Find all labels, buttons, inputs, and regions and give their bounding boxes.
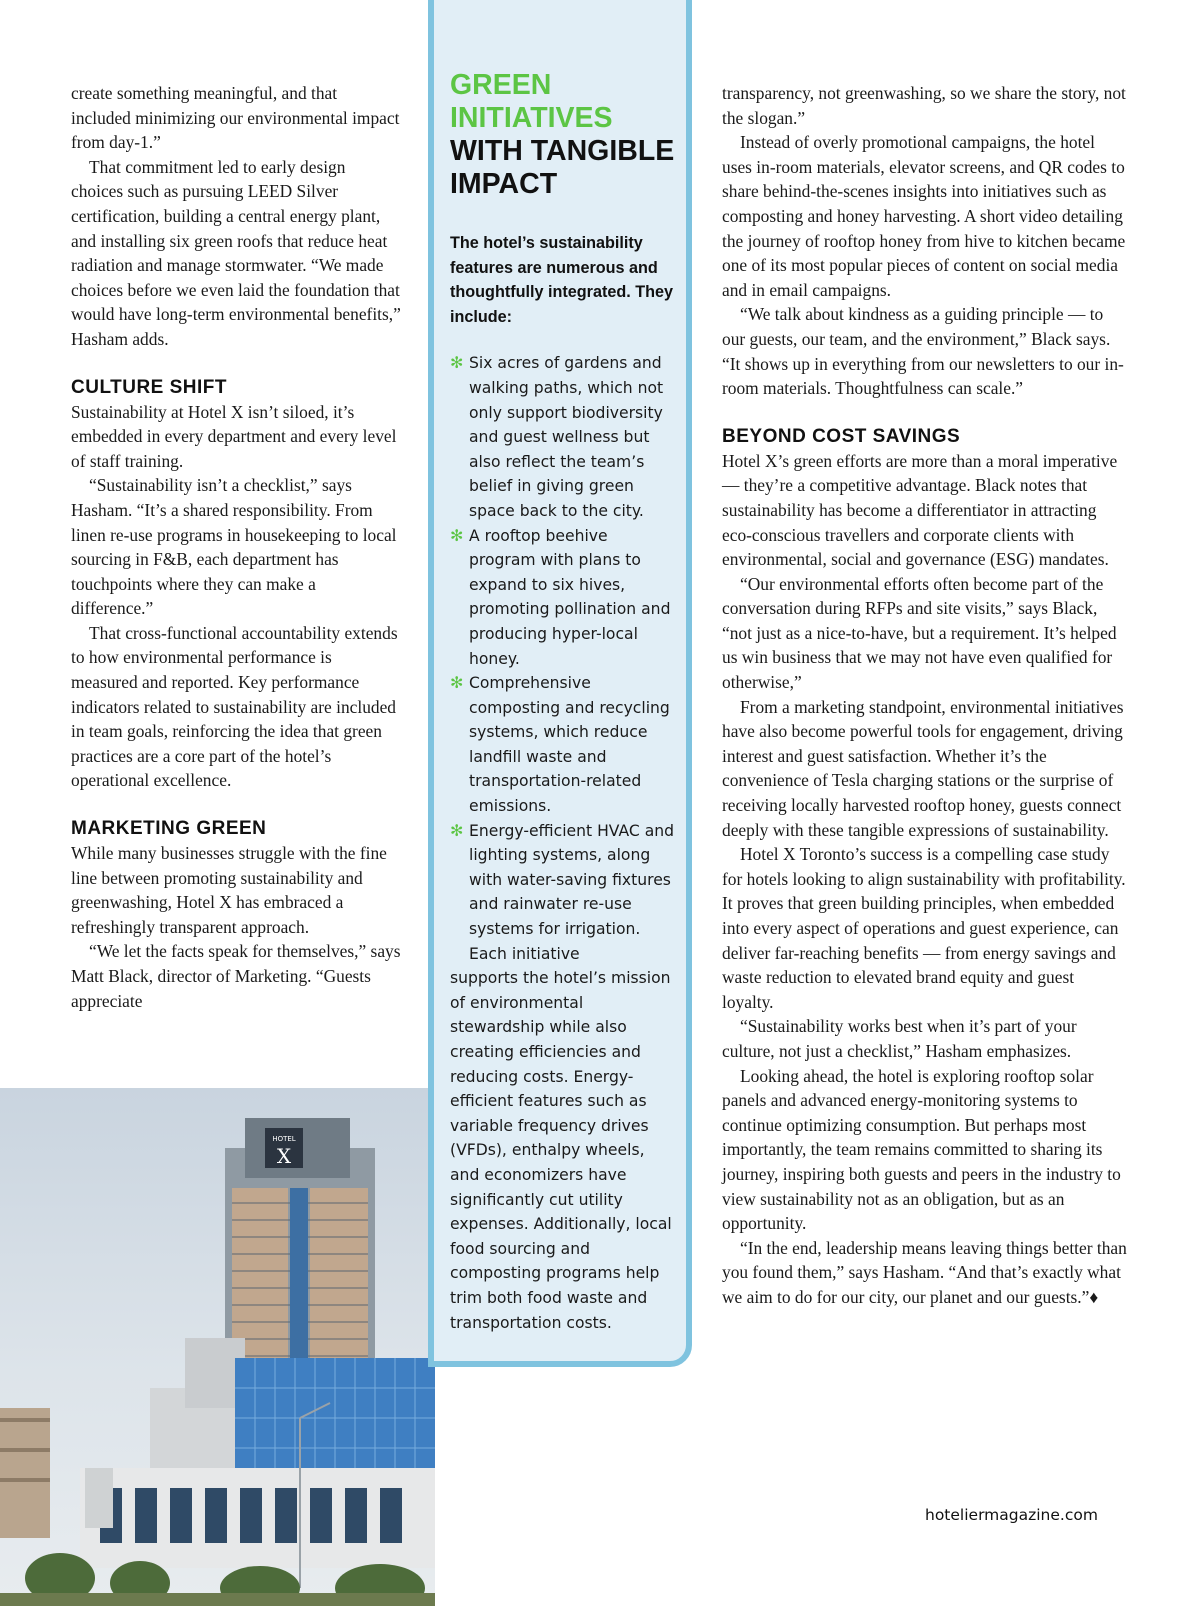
- sidebar-bullet-list: [450, 351, 675, 941]
- sidebar-title-black: IMPACT: [450, 168, 558, 200]
- asterisk-flower-icon: ✻: [450, 673, 464, 693]
- list-item-text: A rooftop beehive program with plans to expand to six hives, promoting pollination and producing hyper-local honey.: [469, 526, 671, 668]
- right-paragraph: “In the end, leadership means leaving things better than you found them,” says Hasham. “And that’s exactly what we aim to do for our city, our planet and our guests.”♦: [722, 1237, 1127, 1307]
- section-heading-culture-shift: CULTURE SHIFT: [71, 376, 228, 398]
- sidebar-title: [450, 69, 675, 201]
- hotel-sign-text: HOTEL: [272, 1135, 296, 1143]
- left-paragraph: Sustainability at Hotel X isn’t siloed, it’s embedded in every department and every level of staff training.: [71, 401, 397, 471]
- sidebar-closing-text: supports the hotel’s mission of environmental stewardship while also creating efficiencies and reducing costs. Energy-efficient features such as variable frequency drives (VFDs), enthalpy wheels, and economizers have significantly cut utility expenses. Additionally, local food sourcing and composting programs help trim both food waste and transportation costs.: [450, 969, 672, 1332]
- section-heading-beyond-cost-savings: BEYOND COST SAVINGS: [722, 425, 961, 447]
- asterisk-flower-icon: ✻: [450, 820, 464, 840]
- right-paragraph: Hotel X’s green efforts are more than a moral imperative — they’re a competitive advantage. Black notes that sustainability has become a differentiator in attracting eco-conscious travellers and corporate clients with environmental, social and governance (ESG) mandates.: [722, 450, 1118, 570]
- sidebar-title-black: WITH TANGIBLE: [450, 135, 675, 167]
- left-paragraph: That commitment led to early design choices such as pursuing LEED Silver certification, building a central energy plant, and installing six green roofs that reduce heat radiation and manage stormwater. “We made choices before we even laid the foundation that would have long-term environmental benefits,” Hasham adds.: [71, 156, 401, 349]
- sidebar-title-green: GREEN: [450, 69, 552, 101]
- hotel-building-illustration: [0, 1088, 435, 1606]
- footer-site-url[interactable]: hoteliermagazine.com: [925, 1506, 1098, 1524]
- list-item: [450, 351, 675, 523]
- asterisk-flower-icon: ✻: [450, 353, 464, 373]
- asterisk-flower-icon: ✻: [450, 525, 464, 545]
- left-paragraph: While many businesses struggle with the fine line between promoting sustainability and greenwashing, Hotel X has embraced a refreshingly transparent approach.: [71, 843, 387, 937]
- right-paragraph: Instead of overly promotional campaigns, the hotel uses in-room materials, elevator screens, and QR codes to share behind-the-scenes insights into initiatives such as composting and honey harvesting. A short video detailing the journey of rooftop honey from hive to kitchen became one of its most popular pieces of content on social media and in email campaigns.: [722, 132, 1126, 300]
- left-paragraph: create something meaningful, and that included minimizing our environmental impact from day-1.”: [71, 83, 400, 153]
- left-column: [71, 81, 401, 1013]
- right-column: [722, 81, 1127, 1310]
- right-paragraph: “Sustainability works best when it’s part of your culture, not just a checklist,” Hasham emphasizes.: [722, 1016, 1077, 1061]
- right-paragraph: “Our environmental efforts often become part of the conversation during RFPs and site visits,” says Black, “not just as a nice-to-have, but a requirement. It’s helped us win business that we may not have even qualified for otherwise,”: [722, 573, 1117, 693]
- list-item: [450, 524, 675, 672]
- right-paragraph: Hotel X Toronto’s success is a compelling case study for hotels looking to align sustainability with profitability. It proves that green building principles, when embedded into every aspect of operations and guest experience, can deliver far-reaching benefits — from energy savings and waste reduction to elevated brand equity and guest loyalty.: [722, 844, 1126, 1012]
- hotel-sign-x: X: [276, 1144, 292, 1168]
- list-item: [450, 671, 675, 819]
- left-paragraph: “We let the facts speak for themselves,” says Matt Black, director of Marketing. “Guests appreciate: [71, 941, 401, 1011]
- list-item-text: Comprehensive composting and recycling systems, which reduce landfill waste and transportation-related emissions.: [469, 674, 670, 816]
- right-paragraph: transparency, not greenwashing, so we share the story, not the slogan.”: [722, 83, 1126, 128]
- right-paragraph: Looking ahead, the hotel is exploring rooftop solar panels and advanced energy-monitoring systems to continue optimizing consumption. But perhaps most importantly, the team remains committed to sharing its journey, inspiring both guests and peers in the industry to view sustainability not as an obligation, but as an opportunity.: [722, 1065, 1121, 1234]
- sidebar-content: [450, 69, 675, 1335]
- sidebar-intro: The hotel’s sustainability features are numerous and thoughtfully integrated. They include:: [450, 234, 674, 326]
- list-item-text: Energy-efficient HVAC and lighting systems, along with water-saving fixtures and rainwater re-use systems for irrigation.: [469, 821, 675, 939]
- sidebar-closing-paragraph: [450, 942, 675, 1336]
- right-paragraph: “We talk about kindness as a guiding principle — to our guests, our team, and the environment,” Black says. “It shows up in everything from our newsletters to our in-room materials. Thoughtfulness can scale.”: [722, 304, 1124, 399]
- section-heading-marketing-green: MARKETING GREEN: [71, 818, 267, 840]
- left-paragraph: That cross-functional accountability extends to how environmental performance is measured and reported. Key performance indicators related to sustainability are included in team goals, reinforcing the idea that green practices are a core part of the hotel’s operational excellence.: [71, 622, 398, 791]
- list-item: [450, 819, 675, 942]
- list-item-text: Six acres of gardens and walking paths, which not only support biodiversity and guest wellness but also reflect the team’s belief in giving green space back to the city.: [469, 354, 664, 520]
- left-paragraph: “Sustainability isn’t a checklist,” says Hasham. “It’s a shared responsibility. From linen re-use programs in housekeeping to local sourcing in F&B, each department has touchpoints where they can make a difference.”: [71, 475, 397, 619]
- sidebar-closing-first-line: Each initiative: [469, 944, 580, 963]
- background-building: [0, 1408, 50, 1538]
- sidebar-title-green: INITIATIVES: [450, 102, 613, 134]
- right-paragraph: From a marketing standpoint, environmental initiatives have also become powerful tools for engagement, driving interest and guest satisfaction. Whether it’s the convenience of Tesla charging stations or the surprise of receiving locally harvested rooftop honey, guests connect deeply with these tangible expressions of sustainability.: [722, 696, 1124, 840]
- hotel-x-building-photo: [0, 1088, 435, 1606]
